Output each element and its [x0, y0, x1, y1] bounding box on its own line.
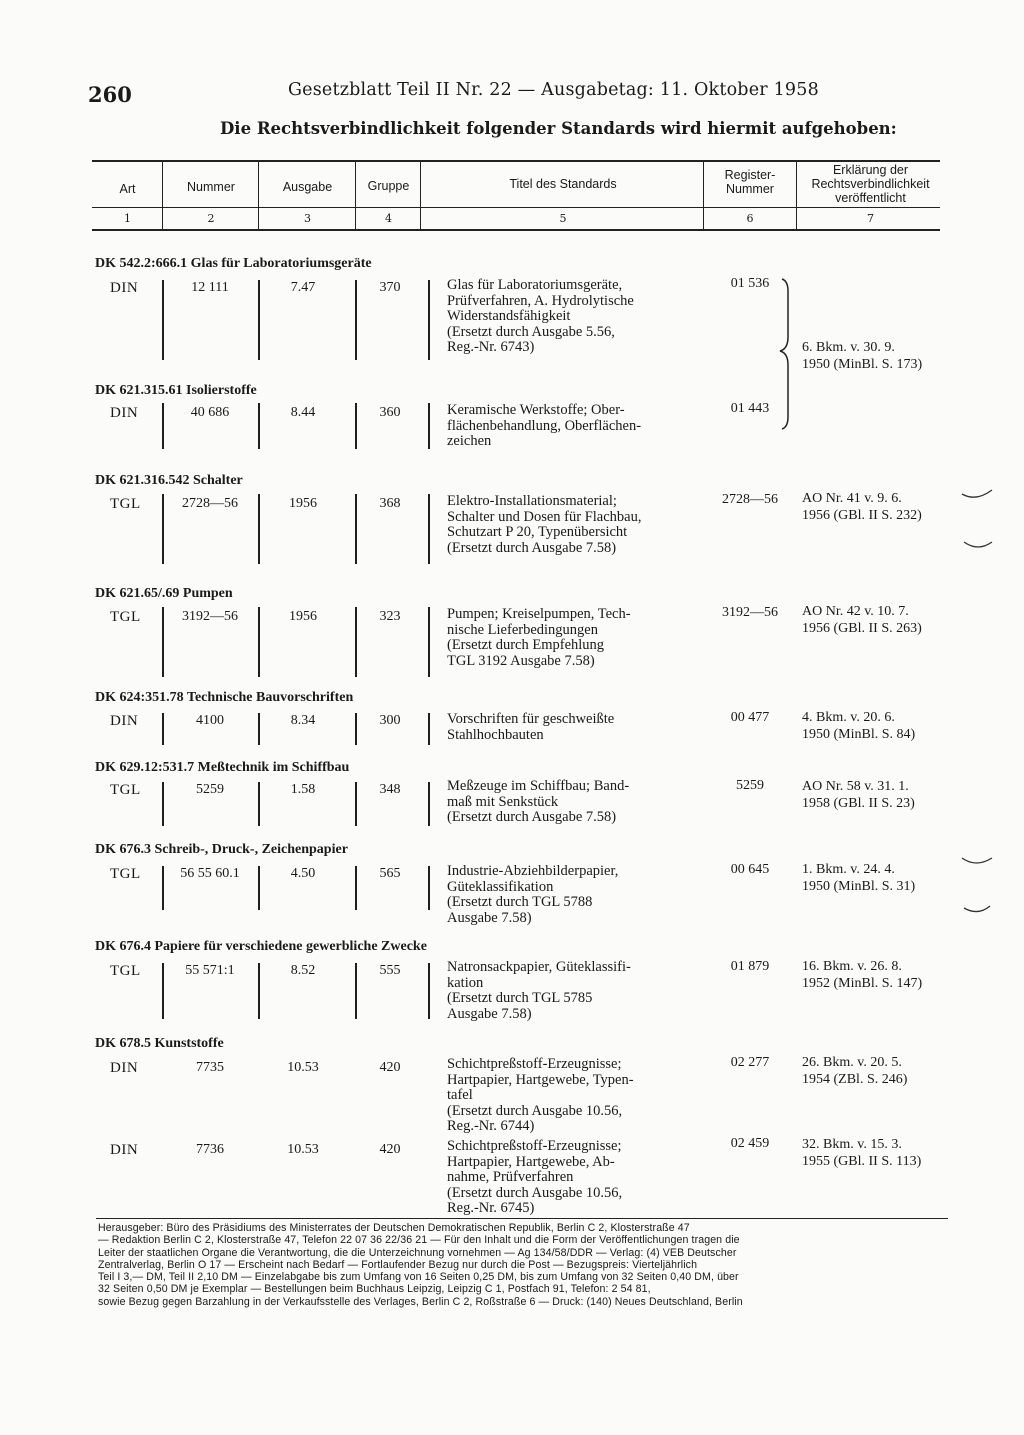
row-divider [355, 607, 357, 677]
cell-register: 00 477 [730, 710, 770, 725]
cell-ausgabe: 1.58 [290, 782, 316, 797]
cell-titel: Glas für Laboratoriumsgeräte, Prüfverfahren, A. Hydrolytische Widerstandsfähigkeit (Ersetzt durch Ausgabe 5.56, Reg.-Nr. 6743) [447, 277, 634, 355]
cell-ausgabe: 8.44 [290, 405, 316, 420]
row-divider [162, 607, 164, 677]
cell-register: 01 879 [730, 959, 770, 974]
cell-erklaerung: AO Nr. 41 v. 9. 6. 1956 (GBl. II S. 232) [802, 491, 922, 523]
cell-titel: Elektro-Installationsmaterial; Schalter und Dosen für Flachbau, Schutzart P 20, Typenübersicht (Ersetzt durch Ausgabe 7.58) [447, 493, 642, 556]
section-heading: DK 629.12:531.7 Meßtechnik im Schiffbau [95, 760, 350, 775]
header-bottom-rule [92, 229, 940, 231]
cell-nummer: 40 686 [190, 405, 230, 420]
cell-register: 01 536 [730, 276, 770, 291]
section-heading: DK 621.315.61 Isolierstoffe [95, 383, 257, 398]
row-divider [162, 782, 164, 826]
cell-ausgabe: 1956 [289, 496, 317, 511]
row-divider [355, 866, 357, 910]
cell-erklaerung: 1. Bkm. v. 24. 4. 1950 (MinBl. S. 31) [802, 862, 916, 894]
cell-titel: Pumpen; Kreiselpumpen, Tech- nische Lieferbedingungen (Ersetzt durch Empfehlung TGL 3192 Ausgabe 7.58) [447, 606, 631, 669]
cell-erklaerung: 32. Bkm. v. 15. 3. 1955 (GBl. II S. 113) [802, 1137, 922, 1169]
column-number: 1 [124, 212, 131, 225]
cell-gruppe: 300 [379, 713, 401, 728]
cell-gruppe: 348 [379, 782, 401, 797]
column-header-ausgabe: Ausgabe [282, 180, 333, 194]
cell-art: TGL [110, 866, 141, 882]
cell-art: TGL [110, 609, 141, 625]
section-heading: DK 676.3 Schreib-, Druck-, Zeichenpapier [95, 842, 348, 857]
cell-art: TGL [110, 496, 141, 512]
cell-erklaerung: 4. Bkm. v. 20. 6. 1950 (MinBl. S. 84) [802, 710, 916, 742]
row-divider [428, 403, 430, 449]
row-divider [428, 866, 430, 910]
row-divider [258, 494, 260, 564]
header-col-divider [420, 160, 421, 230]
row-divider [355, 494, 357, 564]
cell-art: TGL [110, 963, 141, 979]
row-divider [428, 494, 430, 564]
cell-art: TGL [110, 782, 141, 798]
row-divider [428, 963, 430, 1019]
row-divider [428, 607, 430, 677]
curly-brace-icon [776, 277, 800, 431]
row-divider [258, 713, 260, 745]
cell-erklaerung: AO Nr. 58 v. 31. 1. 1958 (GBl. II S. 23) [802, 779, 915, 811]
cell-erklaerung: AO Nr. 42 v. 10. 7. 1956 (GBl. II S. 263) [802, 604, 922, 636]
row-divider [258, 963, 260, 1019]
cell-nummer: 55 571:1 [185, 963, 235, 978]
cell-register: 5259 [736, 778, 764, 793]
footer-rule [96, 1218, 948, 1219]
cell-nummer: 5259 [196, 782, 224, 797]
cell-ausgabe: 4.50 [290, 866, 316, 881]
header-col-divider [796, 160, 797, 230]
section-heading: DK 676.4 Papiere für verschiedene gewerbliche Zwecke [95, 939, 427, 954]
cell-nummer: 7735 [196, 1060, 224, 1075]
cell-titel: Natronsackpapier, Güteklassifi- kation (Ersetzt durch TGL 5785 Ausgabe 7.58) [447, 959, 631, 1022]
cell-art: DIN [110, 405, 139, 421]
row-divider [258, 782, 260, 826]
cell-nummer: 12 111 [191, 280, 229, 295]
cell-nummer: 3192—56 [182, 609, 238, 624]
cell-titel: Schichtpreßstoff-Erzeugnisse; Hartpapier, Hartgewebe, Ab- nahme, Prüfverfahren (Ersetzt durch Ausgabe 10.56, Reg.-Nr. 6745) [447, 1138, 623, 1216]
cell-titel: Meßzeuge im Schiffbau; Band- maß mit Senkstück (Ersetzt durch Ausgabe 7.58) [447, 778, 630, 825]
notice-heading: Die Rechtsverbindlichkeit folgender Standards wird hiermit aufgehoben: [220, 119, 897, 138]
cell-ausgabe: 10.53 [287, 1060, 319, 1075]
cell-register: 2728—56 [722, 492, 778, 507]
cell-art: DIN [110, 1060, 139, 1076]
cell-gruppe: 420 [379, 1142, 401, 1157]
cell-art: DIN [110, 713, 139, 729]
row-divider [258, 607, 260, 677]
cell-erklaerung-shared: 6. Bkm. v. 30. 9. 1950 (MinBl. S. 173) [802, 340, 923, 372]
row-divider [428, 280, 430, 360]
cell-ausgabe: 10.53 [287, 1142, 319, 1157]
column-number: 7 [867, 212, 874, 225]
row-divider [428, 782, 430, 826]
column-header-gruppe: Gruppe [367, 179, 410, 193]
cell-register: 02 459 [730, 1136, 770, 1151]
row-divider [258, 280, 260, 360]
header-col-divider [258, 160, 259, 230]
cell-gruppe: 555 [379, 963, 401, 978]
row-divider [162, 866, 164, 910]
header-col-divider [355, 160, 356, 230]
cell-nummer: 2728—56 [182, 496, 238, 511]
cell-titel: Vorschriften für geschweißte Stahlhochbauten [447, 711, 615, 743]
row-divider [428, 713, 430, 745]
row-divider [162, 713, 164, 745]
row-divider [355, 963, 357, 1019]
cell-ausgabe: 1956 [289, 609, 317, 624]
row-divider [258, 866, 260, 910]
column-number: 6 [746, 212, 754, 225]
row-divider [355, 280, 357, 360]
header-separator-rule [92, 207, 940, 208]
column-header-art: Art [119, 182, 136, 196]
column-number: 4 [385, 212, 392, 225]
row-divider [162, 963, 164, 1019]
cell-nummer: 56 55 60.1 [180, 866, 240, 881]
cell-register: 3192—56 [722, 605, 778, 620]
section-heading: DK 624:351.78 Technische Bauvorschriften [95, 690, 354, 705]
cell-ausgabe: 8.34 [290, 713, 316, 728]
cell-register: 02 277 [730, 1055, 770, 1070]
cell-register: 01 443 [730, 401, 770, 416]
column-header-nummer: Nummer [187, 180, 235, 194]
column-number: 3 [304, 212, 311, 225]
cell-art: DIN [110, 280, 139, 296]
cell-titel: Industrie-Abziehbilderpapier, Güteklassifikation (Ersetzt durch TGL 5788 Ausgabe 7.58) [447, 863, 619, 926]
cell-gruppe: 370 [379, 280, 401, 295]
cell-titel: Keramische Werkstoffe; Ober- flächenbehandlung, Oberflächen- zeichen [447, 402, 642, 449]
row-divider [162, 280, 164, 360]
cell-nummer: 7736 [196, 1142, 224, 1157]
section-heading: DK 621.316.542 Schalter [95, 473, 243, 488]
cell-ausgabe: 7.47 [290, 280, 316, 295]
row-divider [355, 403, 357, 449]
publisher-imprint: Herausgeber: Büro des Präsidiums des Ministerrates der Deutschen Demokratischen Republik, Berlin C 2, Klosterstraße 47 — Redaktion Berlin C 2, Klosterstraße 47, Telefon 22 07 36 22/36 21 — Für den Inhalt und die Form der Veröffentlichungen tragen die Leiter der staatlichen Organe die Verantwortung, die die Unterzeichnung vornehmen — Ag 134/58/DDR — Verlag: (4) VEB Deutscher Zentralverlag, Berlin O 17 — Erscheint nach Bedarf — Fortlaufender Bezug nur durch die Post — Bezugspreis: Vierteljährlich Teil I 3,— DM, Teil II 2,10 DM — Einzelabgabe bis zum Umfang von 16 Seiten 0,25 DM, bis zum Umfang von 32 Seiten 0,40 DM, über 32 Seiten 0,50 DM je Exemplar — Bestellungen beim Buchhaus Leipzig, Leipzig C 1, Postfach 91, Telefon: 2 54 81, sowie Bezug gegen Barzahlung in der Verkaufsstelle des Verlages, Berlin C 2, Roßstraße 6 — Druck: (140) Neues Deutschland, Berlin [98, 1222, 743, 1308]
row-divider [355, 782, 357, 826]
cell-art: DIN [110, 1142, 139, 1158]
cell-gruppe: 565 [379, 866, 401, 881]
cell-gruppe: 420 [379, 1060, 401, 1075]
row-divider [355, 713, 357, 745]
cell-erklaerung: 16. Bkm. v. 26. 8. 1952 (MinBl. S. 147) [802, 959, 923, 991]
section-heading: DK 678.5 Kunststoffe [95, 1036, 224, 1051]
gazette-header-title: Gesetzblatt Teil II Nr. 22 — Ausgabetag: 11. Oktober 1958 [288, 80, 819, 100]
row-divider [162, 403, 164, 449]
cell-titel: Schichtpreßstoff-Erzeugnisse; Hartpapier, Hartgewebe, Typen- tafel (Ersetzt durch Ausgabe 10.56, Reg.-Nr. 6744) [447, 1056, 634, 1134]
column-header-register: Register- Nummer [724, 168, 776, 196]
header-col-divider [162, 160, 163, 230]
scan-mark-icon [960, 852, 996, 922]
row-divider [162, 494, 164, 564]
column-number: 5 [559, 212, 567, 225]
section-heading: DK 542.2:666.1 Glas für Laboratoriumsgeräte [95, 256, 372, 271]
cell-ausgabe: 8.52 [290, 963, 316, 978]
page-number: 260 [88, 82, 132, 107]
scan-mark-icon [960, 486, 996, 566]
column-number: 2 [207, 212, 215, 225]
section-heading: DK 621.65/.69 Pumpen [95, 586, 233, 601]
cell-gruppe: 368 [379, 496, 401, 511]
column-header-erklaerung: Erklärung der Rechtsverbindlichkeit veröffentlicht [811, 163, 930, 205]
cell-gruppe: 360 [379, 405, 401, 420]
cell-register: 00 645 [730, 862, 770, 877]
cell-nummer: 4100 [196, 713, 224, 728]
cell-erklaerung: 26. Bkm. v. 20. 5. 1954 (ZBl. S. 246) [802, 1055, 908, 1087]
column-header-titel: Titel des Standards [509, 177, 617, 191]
row-divider [258, 403, 260, 449]
table-top-rule [92, 160, 940, 162]
header-col-divider [703, 160, 704, 230]
cell-gruppe: 323 [379, 609, 401, 624]
